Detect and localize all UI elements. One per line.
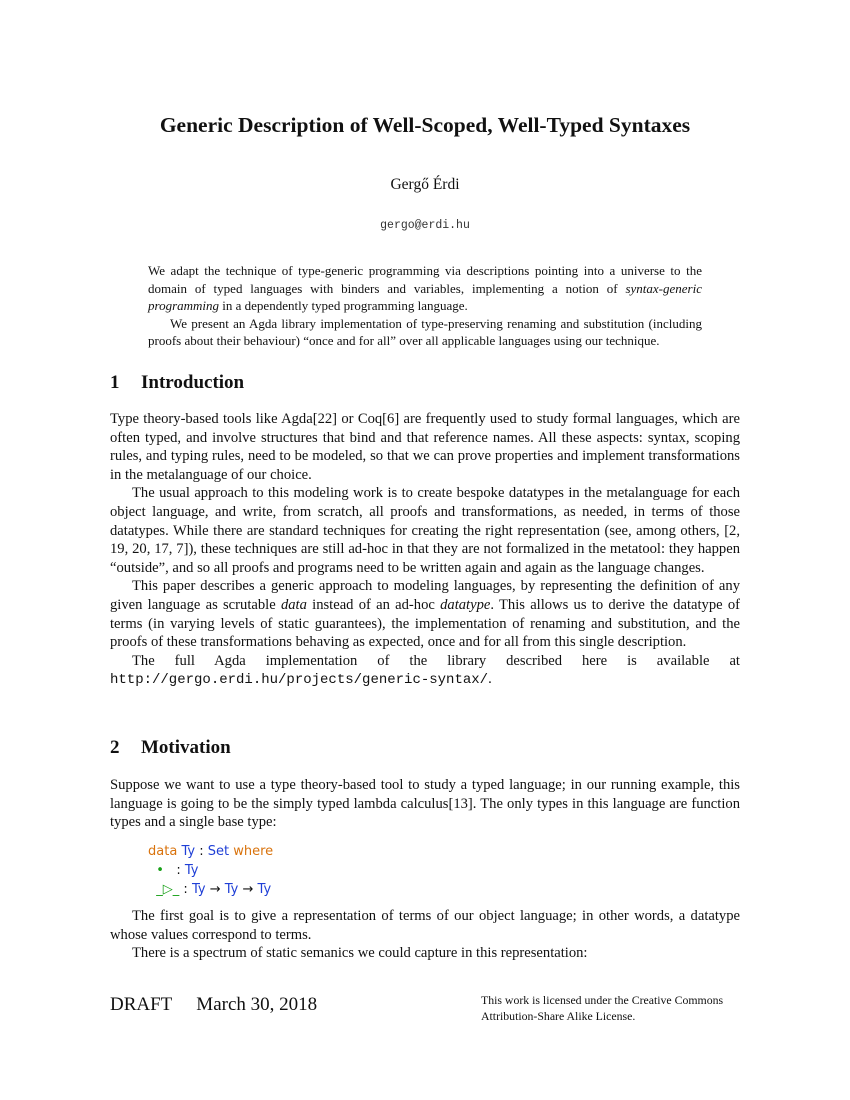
draft-label: DRAFT	[110, 994, 173, 1015]
intro-paragraph-3: This paper describes a generic approach to modeling languages, by representing the definition of any given language as scrutable data instead of an ad-hoc datatype. This allows us to derive the datatype of terms (in varying levels of static guarantees), the implementation of renaming and substitution, and the proofs of these transformations behaving as expected, once and for all from this single description.	[110, 578, 741, 651]
section-heading-introduction	[110, 371, 740, 395]
motivation-body-2	[110, 907, 740, 963]
paper-title: Generic Description of Well-Scoped, Well-Typed Syntaxes	[159, 113, 691, 137]
section-title: Introduction	[141, 372, 245, 393]
code-block-ty	[148, 842, 273, 899]
abstract	[148, 262, 702, 350]
motivation-body-1	[110, 776, 740, 832]
draft-date: March 30, 2018	[196, 994, 318, 1015]
abstract-paragraph-2: We present an Agda library implementation of type-preserving renaming and substitution (including proofs about their behaviour) “once and for all” over all applicable languages using our technique.	[148, 315, 702, 349]
motivation-paragraph-3: There is a spectrum of static semanics we could capture in this representation:	[132, 945, 588, 962]
motivation-paragraph-1: Suppose we want to use a type theory-based tool to study a typed language; in our running example, this language is going to be the simply typed lambda calculus[13]. The only types in this language are function types and a single base type:	[110, 777, 740, 831]
intro-paragraph-4: The full Agda implementation of the library described here is available at http://gergo.erdi.hu/projects/generic-syntax/.	[110, 652, 740, 689]
section-title: Motivation	[141, 737, 231, 758]
author-name: Gergő Érdi	[390, 176, 460, 193]
code-line-2: • : Ty	[156, 863, 199, 878]
license-note	[481, 993, 761, 1024]
license-line-1: This work is licensed under the Creative Commons	[481, 993, 724, 1007]
draft-footer	[110, 993, 317, 1017]
code-line-1: data Ty : Set where	[148, 844, 274, 859]
section-number: 2	[110, 737, 120, 758]
intro-paragraph-1: Type theory-based tools like Agda[22] or Coq[6] are frequently used to study formal languages, which are often typed, and involve structures that bind and that reference names. All these aspects: syntax, scoping rules, and typing rules, need to be modeled, so that we can prove properties and implement transformations in the metalanguage of our choice.	[110, 411, 740, 483]
section-number: 1	[110, 372, 120, 393]
introduction-body	[110, 410, 740, 690]
code-line-3: _▷_ : Ty → Ty → Ty	[156, 882, 272, 897]
intro-paragraph-2: The usual approach to this modeling work is to create bespoke datatypes in the metalanguage for each object language, and write, from scratch, all proofs and transformations, as needed, in terms of those datatypes. While there are standard techniques for creating the right representation (see, among others, [2, 19, 20, 17, 7]), these techniques are still ad-hoc in that they are not formalized in the metatool: they happen “outside”, and so all proofs and programs need to be written again and again as the language changes.	[110, 485, 740, 576]
license-line-2: Attribution-Share Alike License.	[481, 1008, 636, 1023]
section-heading-motivation	[110, 736, 740, 760]
project-url-link[interactable]: http://gergo.erdi.hu/projects/generic-syntax/	[110, 672, 489, 689]
author-email: gergo@erdi.hu	[380, 219, 470, 232]
motivation-paragraph-2: The first goal is to give a representation of terms of our object language; in other words, a datatype whose values correspond to terms.	[110, 908, 740, 943]
abstract-paragraph-1: We adapt the technique of type-generic programming via descriptions pointing into a universe to the domain of typed languages with binders and variables, implementing a notion of syntax-generic programming in a dependently typed programming language.	[148, 263, 702, 314]
